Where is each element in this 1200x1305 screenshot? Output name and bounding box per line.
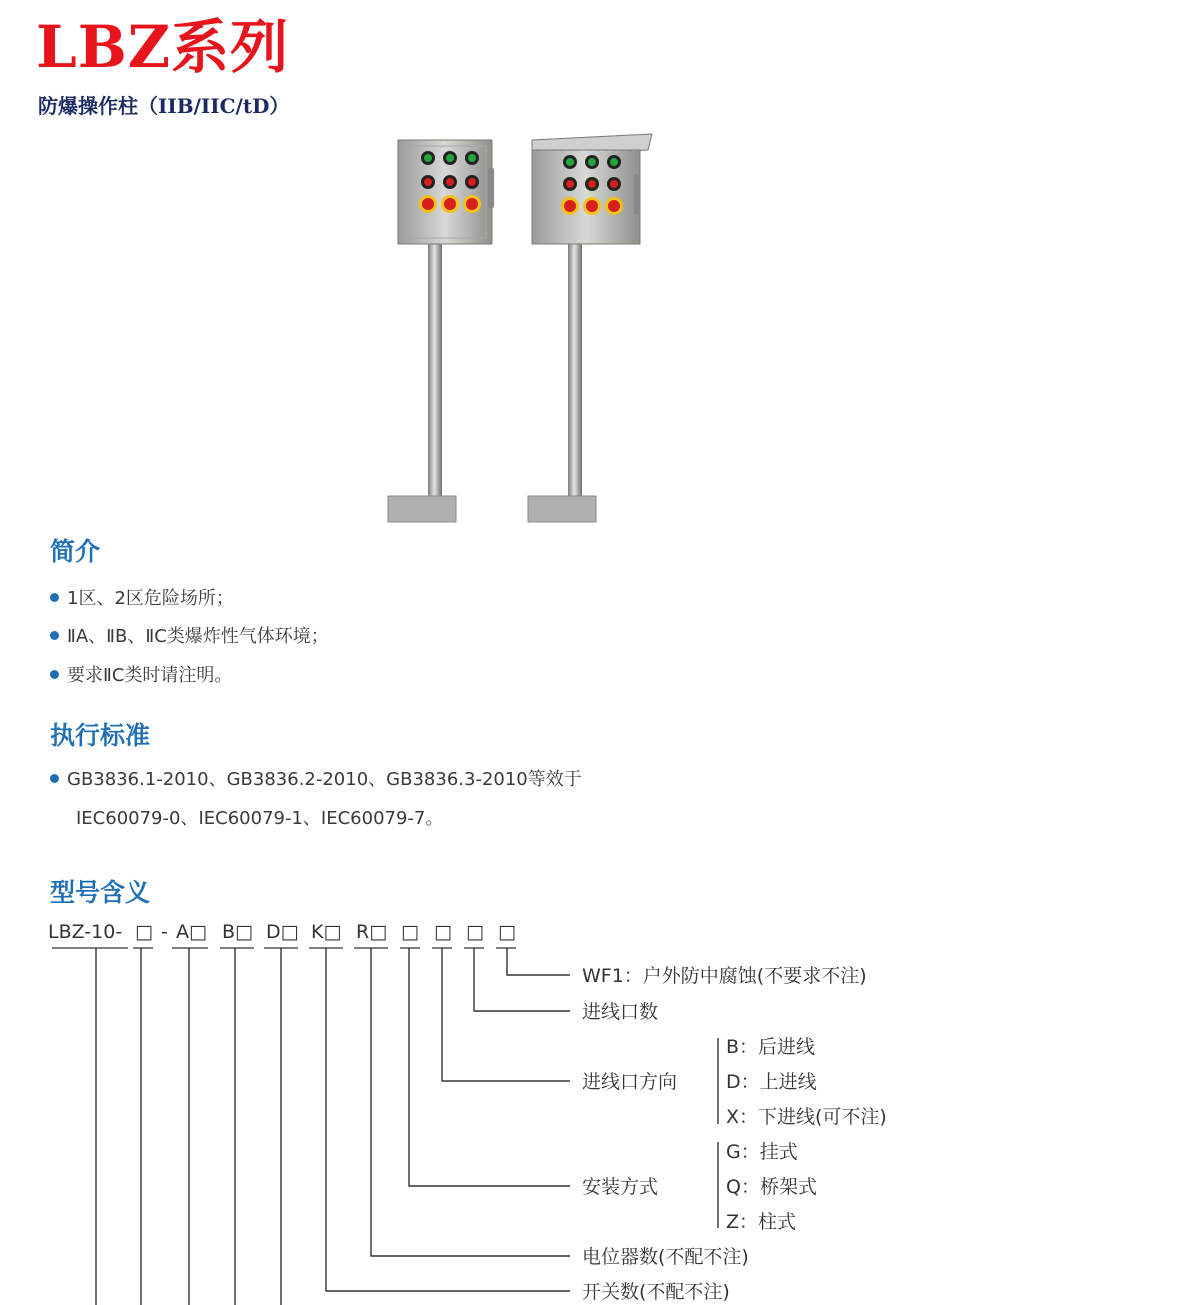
code-prefix: LBZ-10- — [48, 921, 123, 943]
option-top-inlet: D：上进线 — [726, 1071, 817, 1093]
model-code-diagram — [0, 900, 1200, 1305]
standards-line-2: IEC60079-0、IEC60079-1、IEC60079-7。 — [76, 808, 444, 829]
option-wall: G：挂式 — [726, 1141, 798, 1163]
label-install: 安装方式 — [582, 1176, 659, 1198]
indicator-lamps-left — [419, 151, 481, 213]
code-box: □ — [135, 921, 153, 943]
model-code-line — [48, 921, 516, 943]
option-column: Z：柱式 — [726, 1211, 797, 1233]
intro-item — [50, 622, 329, 648]
indicator-lamps-right — [561, 155, 623, 215]
option-back-inlet: B：后进线 — [726, 1036, 816, 1058]
page-title: LBZ系列 — [36, 13, 290, 81]
intro-heading: 简介 — [50, 537, 101, 566]
code-a: A□ — [176, 921, 207, 943]
page-subtitle: 防爆操作柱（IIB/IIC/tD） — [38, 94, 290, 118]
code-install: □ — [401, 921, 419, 943]
operation-column-right — [528, 134, 652, 522]
option-bottom-inlet: X：下进线(可不注) — [726, 1106, 887, 1128]
model-heading: 型号含义 — [50, 878, 151, 907]
code-b: B□ — [222, 921, 253, 943]
bullet-dot — [50, 774, 59, 783]
intro-item-text: 要求ⅡC类时请注明。 — [67, 665, 233, 686]
intro-item-text: 1区、2区危险场所； — [67, 588, 234, 609]
code-dash: - — [161, 921, 168, 943]
option-tray: Q：桥架式 — [726, 1176, 817, 1198]
code-wf1: □ — [498, 921, 516, 943]
code-inlet-dir: □ — [434, 921, 452, 943]
code-d: D□ — [266, 921, 299, 943]
label-potentiometer: 电位器数(不配不注) — [582, 1246, 749, 1268]
bullet-dot — [50, 631, 59, 640]
standards-heading: 执行标准 — [50, 721, 151, 750]
bullet-dot — [50, 593, 59, 602]
code-r: R□ — [356, 921, 388, 943]
standards-line-1: GB3836.1-2010、GB3836.2-2010、GB3836.3-2010等效于 — [67, 769, 582, 790]
label-wf1: WF1：户外防中腐蚀(不要求不注) — [582, 965, 867, 987]
intro-item — [50, 584, 234, 610]
code-inlet-count: □ — [466, 921, 484, 943]
product-photo — [380, 128, 660, 528]
bullet-dot — [50, 670, 59, 679]
code-k: K□ — [311, 921, 342, 943]
label-switch: 开关数(不配不注) — [582, 1281, 730, 1303]
intro-item — [50, 661, 232, 687]
operation-column-left — [388, 140, 494, 522]
label-inlet-count: 进线口数 — [582, 1001, 659, 1023]
label-inlet-dir: 进线口方向 — [582, 1071, 678, 1093]
standards-item — [50, 765, 582, 791]
intro-item-text: ⅡA、ⅡB、ⅡC类爆炸性气体环境； — [67, 626, 329, 647]
